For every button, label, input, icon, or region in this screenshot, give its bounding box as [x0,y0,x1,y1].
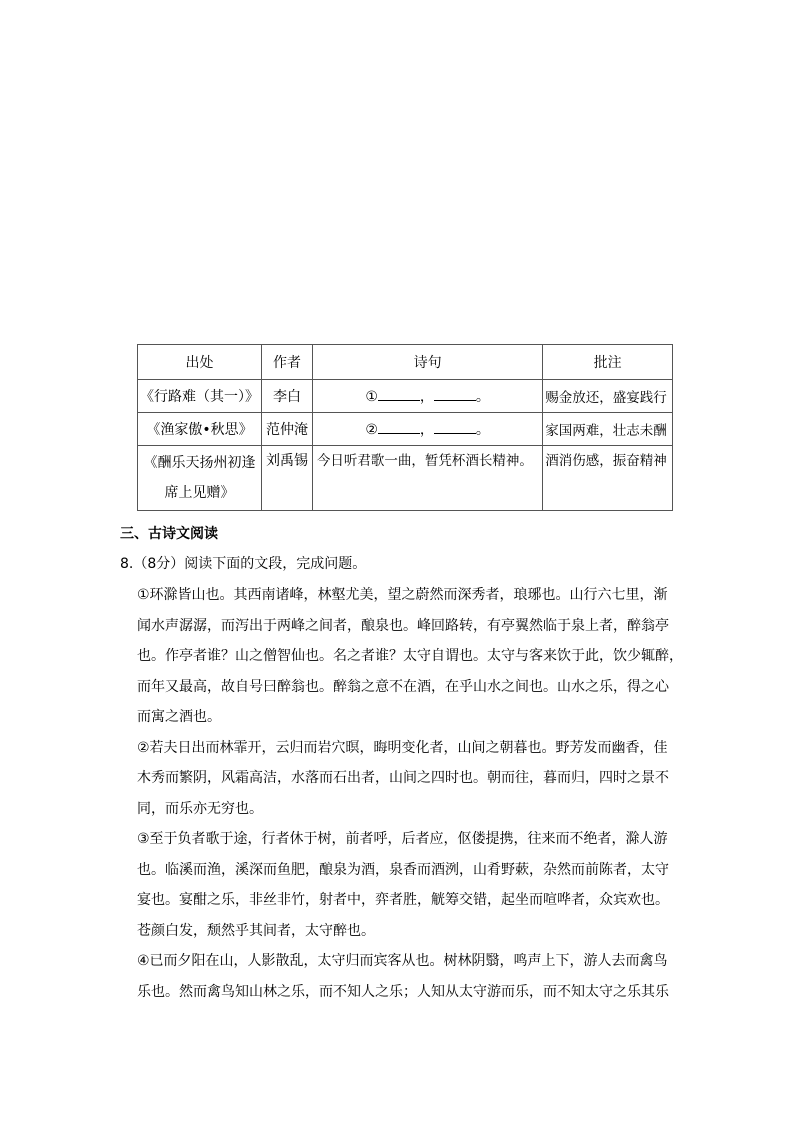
passage-line: 而寓之酒也。 [137,709,221,725]
passage-line: 乐也。然而禽鸟知山林之乐，而不知人之乐；人知从太守游而乐，而不知太守之乐其乐 [137,983,669,1000]
passage-line: ①环滁皆山也。其西南诸峰，林壑尤美，望之蔚然而深秀者，琅琊也。山行六七里，渐 [137,587,668,603]
table-row [138,413,673,446]
cell-note: 家国两难，壮志未酬 [543,413,673,446]
table-row [138,380,673,413]
passage [137,580,683,1007]
verse-end: 。 [475,389,490,405]
header-note: 批注 [543,345,673,380]
cell-note: 酒消伤感，振奋精神 [543,446,673,511]
passage-line: 闻水声潺潺，而泻出于两峰之间者，酿泉也。峰回路转，有亭翼然临于泉上者，醉翁亭 [137,617,669,634]
fill-blank [378,421,420,434]
header-author: 作者 [262,345,313,380]
passage-line: 也。临溪而渔，溪深而鱼肥，酿泉为酒，泉香而酒洌，山肴野蔌，杂然而前陈者，太守 [137,861,669,878]
cell-verse: 今日听君歌一曲，暂凭杯酒长精神。 [312,446,542,511]
passage-line: ③至于负者歌于途，行者休于树，前者呼，后者应，伛偻提携，往来而不绝者，滁人游 [137,831,668,847]
passage-line: 而年又最高，故自号曰醉翁也。醉翁之意不在酒，在乎山水之间也。山水之乐，得之心 [137,678,669,695]
fill-blank [434,421,476,434]
source-line: 《酬乐天扬州初逢 [143,455,256,471]
verse-separator: ， [419,422,434,438]
cell-source: 《渔家傲•秋思》 [138,413,262,446]
fill-blank [434,388,476,401]
cell-verse [312,413,542,446]
paragraph-2 [137,733,677,825]
passage-line: 宴也。宴酣之乐，非丝非竹，射者中，弈者胜，觥筹交错，起坐而喧哗者，众宾欢也。 [137,892,669,908]
passage-line: 也。作亭者谁？山之僧智仙也。名之者谁？太守自谓也。太守与客来饮于此，饮少辄醉， [137,648,683,664]
source-line: 席上见赠》 [164,485,235,501]
cell-source [138,446,262,511]
verse-marker: ① [365,389,378,405]
passage-line: ④已而夕阳在山，人影散乱，太守归而宾客从也。树林阴翳，鸣声上下，游人去而禽鸟 [137,953,668,969]
passage-line: 木秀而繁阴，风霜高洁，水落而石出者，山间之四时也。朝而往，暮而归，四时之景不 [137,770,669,786]
cell-note: 赐金放还，盛宴践行 [543,380,673,413]
cell-author: 范仲淹 [262,413,313,446]
header-verse: 诗句 [312,345,542,380]
poem-table [137,344,673,511]
passage-line: 苍颜白发，颓然乎其间者，太守醉也。 [137,922,375,939]
header-source: 出处 [138,345,262,380]
paragraph-1 [137,580,683,733]
question-prompt: 8.（8分）阅读下面的文段，完成问题。 [120,556,367,572]
paragraph-4 [137,946,677,1007]
paragraph-3 [137,824,677,946]
section-title: 三、古诗文阅读 [120,526,218,542]
verse-separator: ， [419,389,434,405]
verse-end: 。 [475,422,490,438]
cell-author: 刘禹锡 [262,446,313,511]
verse-marker: ② [365,422,378,438]
cell-source: 《行路难（其一）》 [138,380,262,413]
fill-blank [378,388,420,401]
passage-line: 同，而乐亦无穷也。 [137,800,263,817]
cell-verse [312,380,542,413]
passage-line: ②若夫日出而林霏开，云归而岩穴暝，晦明变化者，山间之朝暮也。野芳发而幽香，佳 [137,739,668,756]
table-header-row [138,345,673,380]
table-row [138,446,673,511]
cell-author: 李白 [262,380,313,413]
